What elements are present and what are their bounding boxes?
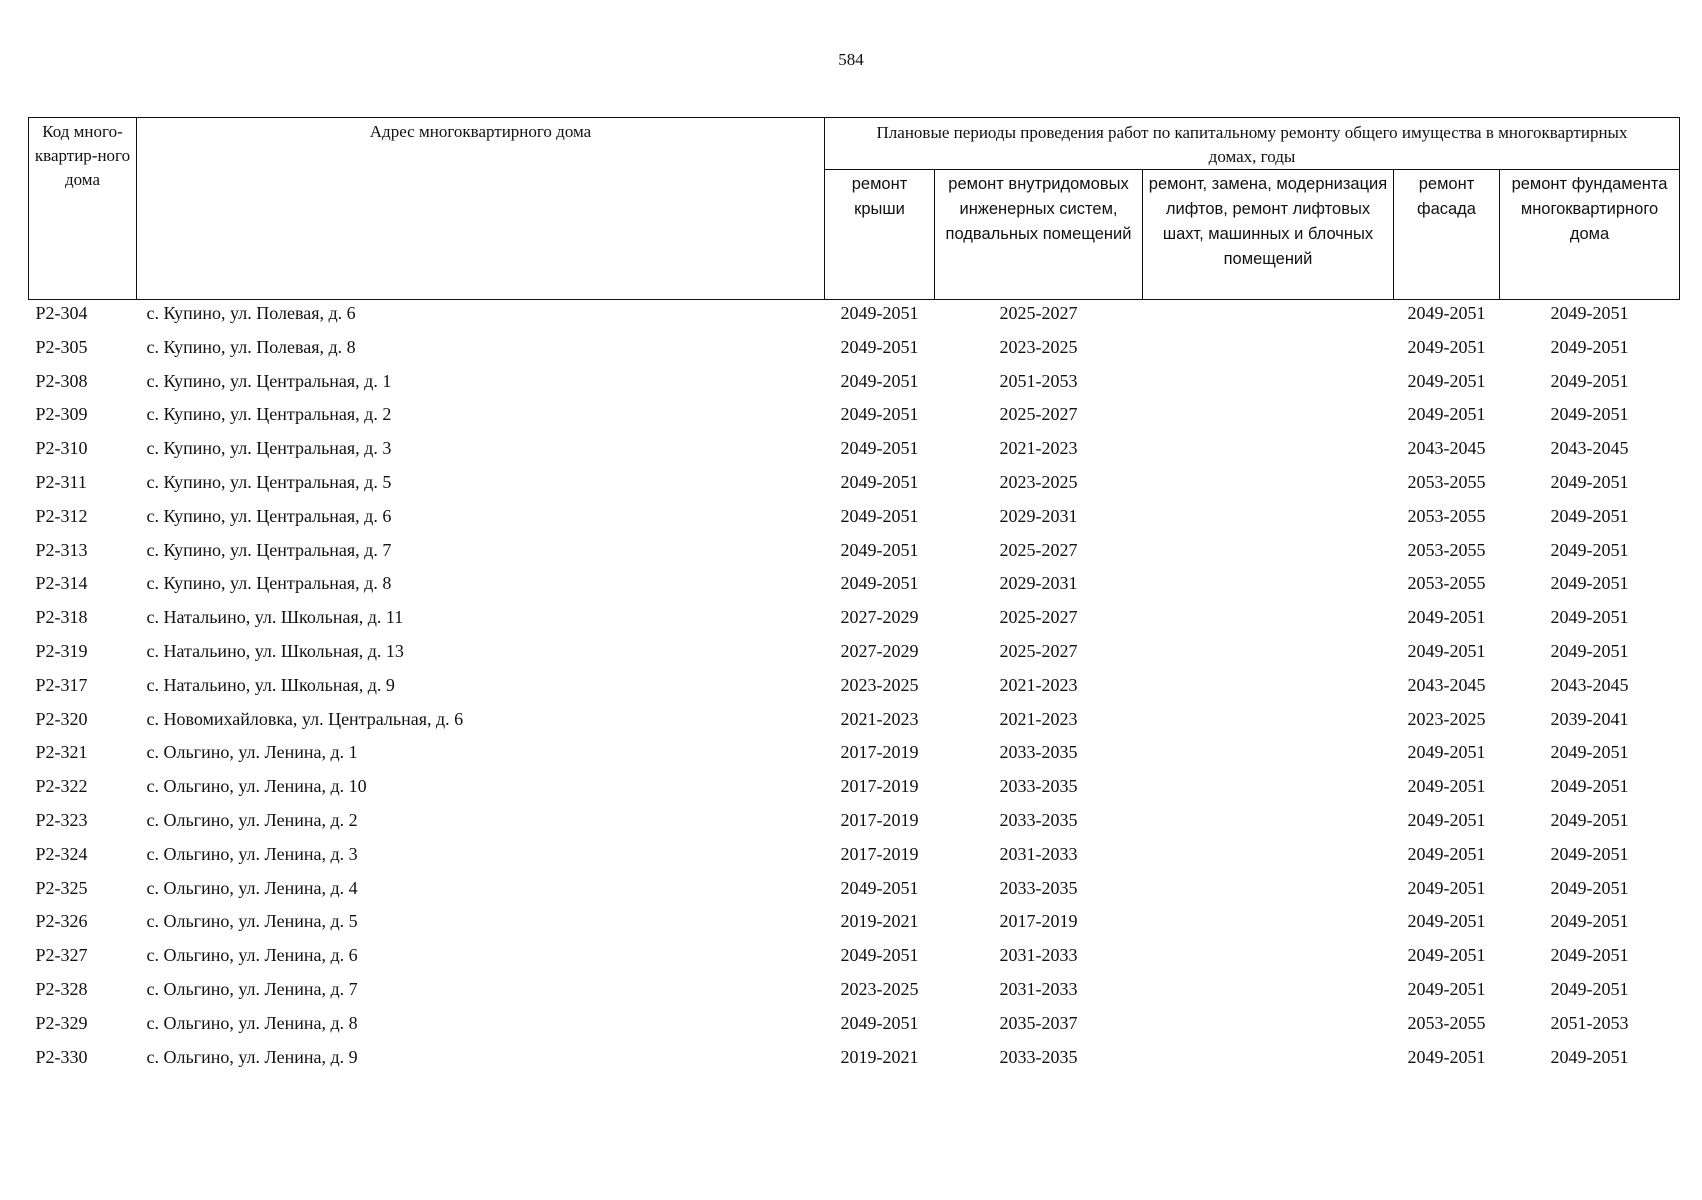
cell-code: Р2-328 [35, 978, 88, 999]
cell-address: с. Купино, ул. Центральная, д. 7 [146, 539, 392, 560]
table-row [29, 775, 1680, 809]
cell-facade: 2053-2055 [1407, 1012, 1486, 1033]
cell-address: с. Новомихайловка, ул. Центральная, д. 6 [146, 708, 464, 729]
table-row [29, 572, 1680, 606]
table-row [29, 708, 1680, 742]
table-row [29, 843, 1680, 877]
cell-facade: 2049-2051 [1407, 978, 1486, 999]
header-roof: ремонт крыши [825, 170, 935, 300]
header-periods: Плановые периоды проведения работ по капитальному ремонту общего имущества в многоквартирных домах, годы [825, 118, 1680, 170]
cell-foundation: 2049-2051 [1550, 370, 1629, 391]
cell-facade: 2053-2055 [1407, 573, 1486, 594]
cell-foundation: 2043-2045 [1550, 674, 1629, 695]
table-header [29, 118, 1680, 300]
cell-roof: 2049-2051 [840, 573, 919, 594]
cell-lifts [1143, 877, 1394, 911]
table-row [29, 300, 1680, 336]
table-row [29, 539, 1680, 573]
cell-facade: 2049-2051 [1407, 776, 1486, 797]
cell-code: Р2-313 [35, 539, 88, 560]
table-row [29, 1046, 1680, 1080]
cell-code: Р2-324 [35, 843, 88, 864]
cell-address: с. Купино, ул. Полевая, д. 6 [146, 303, 356, 323]
cell-lifts [1143, 539, 1394, 573]
cell-facade: 2049-2051 [1407, 303, 1486, 323]
cell-lifts [1143, 775, 1394, 809]
cell-code: Р2-304 [35, 303, 88, 323]
cell-roof: 2017-2019 [840, 809, 919, 830]
cell-systems: 2033-2035 [999, 809, 1078, 830]
cell-roof: 2017-2019 [840, 742, 919, 763]
cell-lifts [1143, 843, 1394, 877]
cell-roof: 2023-2025 [840, 978, 919, 999]
cell-roof: 2019-2021 [840, 911, 919, 932]
cell-foundation: 2043-2045 [1550, 438, 1629, 459]
cell-facade: 2043-2045 [1407, 438, 1486, 459]
cell-code: Р2-329 [35, 1012, 88, 1033]
cell-systems: 2051-2053 [999, 370, 1078, 391]
cell-foundation: 2049-2051 [1550, 843, 1629, 864]
cell-roof: 2017-2019 [840, 776, 919, 797]
cell-roof: 2027-2029 [840, 607, 919, 628]
cell-systems: 2033-2035 [999, 742, 1078, 763]
cell-systems: 2025-2027 [999, 607, 1078, 628]
cell-lifts [1143, 809, 1394, 843]
cell-facade: 2053-2055 [1407, 539, 1486, 560]
table-row [29, 944, 1680, 978]
cell-systems: 2033-2035 [999, 1046, 1078, 1067]
table-row [29, 877, 1680, 911]
cell-foundation: 2049-2051 [1550, 539, 1629, 560]
cell-code: Р2-330 [35, 1046, 88, 1067]
cell-foundation: 2049-2051 [1550, 640, 1629, 661]
cell-systems: 2021-2023 [999, 674, 1078, 695]
cell-roof: 2049-2051 [840, 404, 919, 425]
cell-lifts [1143, 403, 1394, 437]
table-row [29, 437, 1680, 471]
repair-schedule-table [28, 117, 1680, 1079]
cell-systems: 2023-2025 [999, 336, 1078, 357]
cell-lifts [1143, 944, 1394, 978]
cell-lifts [1143, 741, 1394, 775]
page-number: 584 [838, 50, 864, 69]
cell-code: Р2-322 [35, 776, 88, 797]
cell-facade: 2049-2051 [1407, 809, 1486, 830]
cell-code: Р2-325 [35, 877, 88, 898]
cell-lifts [1143, 708, 1394, 742]
cell-lifts [1143, 471, 1394, 505]
cell-roof: 2023-2025 [840, 674, 919, 695]
cell-code: Р2-320 [35, 708, 88, 729]
cell-address: с. Ольгино, ул. Ленина, д. 4 [146, 877, 358, 898]
cell-facade: 2049-2051 [1407, 843, 1486, 864]
table-row [29, 741, 1680, 775]
header-code: Код много-квартир-ного дома [29, 118, 137, 300]
cell-foundation: 2049-2051 [1550, 505, 1629, 526]
cell-address: с. Купино, ул. Центральная, д. 2 [146, 404, 392, 425]
cell-systems: 2033-2035 [999, 776, 1078, 797]
table-row [29, 336, 1680, 370]
table-row [29, 1012, 1680, 1046]
cell-facade: 2049-2051 [1407, 640, 1486, 661]
cell-foundation: 2049-2051 [1550, 573, 1629, 594]
header-row-1 [29, 118, 1680, 170]
cell-systems: 2025-2027 [999, 404, 1078, 425]
table-row [29, 910, 1680, 944]
cell-address: с. Купино, ул. Полевая, д. 8 [146, 336, 356, 357]
cell-lifts [1143, 505, 1394, 539]
cell-lifts [1143, 572, 1394, 606]
cell-roof: 2049-2051 [840, 370, 919, 391]
cell-code: Р2-305 [35, 336, 88, 357]
cell-facade: 2049-2051 [1407, 911, 1486, 932]
cell-code: Р2-327 [35, 945, 88, 966]
cell-address: с. Ольгино, ул. Ленина, д. 6 [146, 945, 358, 966]
cell-roof: 2049-2051 [840, 877, 919, 898]
cell-foundation: 2049-2051 [1550, 336, 1629, 357]
cell-address: с. Ольгино, ул. Ленина, д. 9 [146, 1046, 358, 1067]
cell-lifts [1143, 674, 1394, 708]
cell-code: Р2-321 [35, 742, 88, 763]
cell-roof: 2017-2019 [840, 843, 919, 864]
table-row [29, 370, 1680, 404]
cell-systems: 2031-2033 [999, 843, 1078, 864]
cell-address: с. Купино, ул. Центральная, д. 6 [146, 505, 392, 526]
cell-code: Р2-323 [35, 809, 88, 830]
cell-roof: 2049-2051 [840, 539, 919, 560]
cell-foundation: 2049-2051 [1550, 404, 1629, 425]
cell-code: Р2-317 [35, 674, 88, 695]
cell-lifts [1143, 1012, 1394, 1046]
cell-address: с. Купино, ул. Центральная, д. 1 [146, 370, 392, 391]
cell-foundation: 2049-2051 [1550, 471, 1629, 492]
cell-lifts [1143, 910, 1394, 944]
cell-lifts [1143, 640, 1394, 674]
cell-facade: 2049-2051 [1407, 945, 1486, 966]
cell-foundation: 2049-2051 [1550, 607, 1629, 628]
cell-address: с. Ольгино, ул. Ленина, д. 10 [146, 776, 367, 797]
cell-facade: 2049-2051 [1407, 336, 1486, 357]
cell-lifts [1143, 606, 1394, 640]
table-row [29, 674, 1680, 708]
cell-address: с. Ольгино, ул. Ленина, д. 3 [146, 843, 358, 864]
cell-systems: 2025-2027 [999, 539, 1078, 560]
cell-address: с. Ольгино, ул. Ленина, д. 2 [146, 809, 358, 830]
cell-roof: 2021-2023 [840, 708, 919, 729]
table-row [29, 640, 1680, 674]
cell-roof: 2027-2029 [840, 640, 919, 661]
cell-systems: 2033-2035 [999, 877, 1078, 898]
header-lifts: ремонт, замена, модернизация лифтов, ремонт лифтовых шахт, машинных и блочных помещений [1143, 170, 1394, 300]
cell-address: с. Натальино, ул. Школьная, д. 13 [146, 640, 404, 661]
table-row [29, 809, 1680, 843]
table-body [29, 300, 1680, 1080]
cell-facade: 2053-2055 [1407, 471, 1486, 492]
cell-systems: 2025-2027 [999, 640, 1078, 661]
cell-lifts [1143, 370, 1394, 404]
cell-systems: 2031-2033 [999, 978, 1078, 999]
table-row [29, 403, 1680, 437]
cell-foundation: 2039-2041 [1550, 708, 1629, 729]
cell-lifts [1143, 336, 1394, 370]
cell-foundation: 2049-2051 [1550, 911, 1629, 932]
cell-facade: 2053-2055 [1407, 505, 1486, 526]
cell-systems: 2025-2027 [999, 303, 1078, 323]
cell-foundation: 2049-2051 [1550, 978, 1629, 999]
table-row [29, 606, 1680, 640]
cell-address: с. Ольгино, ул. Ленина, д. 8 [146, 1012, 358, 1033]
cell-facade: 2049-2051 [1407, 1046, 1486, 1067]
table-row [29, 978, 1680, 1012]
cell-systems: 2031-2033 [999, 945, 1078, 966]
cell-address: с. Купино, ул. Центральная, д. 8 [146, 573, 392, 594]
cell-foundation: 2049-2051 [1550, 776, 1629, 797]
cell-roof: 2049-2051 [840, 1012, 919, 1033]
cell-foundation: 2049-2051 [1550, 1046, 1629, 1067]
cell-address: с. Ольгино, ул. Ленина, д. 7 [146, 978, 358, 999]
cell-lifts [1143, 978, 1394, 1012]
cell-foundation: 2049-2051 [1550, 945, 1629, 966]
cell-code: Р2-309 [35, 404, 88, 425]
header-foundation: ремонт фундамента многоквартирного дома [1500, 170, 1680, 300]
cell-roof: 2049-2051 [840, 336, 919, 357]
table-row [29, 471, 1680, 505]
cell-foundation: 2049-2051 [1550, 742, 1629, 763]
cell-code: Р2-311 [35, 471, 87, 492]
cell-foundation: 2049-2051 [1550, 809, 1629, 830]
cell-systems: 2029-2031 [999, 573, 1078, 594]
cell-foundation: 2049-2051 [1550, 303, 1629, 323]
cell-roof: 2019-2021 [840, 1046, 919, 1067]
cell-code: Р2-312 [35, 505, 88, 526]
cell-facade: 2049-2051 [1407, 404, 1486, 425]
cell-facade: 2049-2051 [1407, 370, 1486, 391]
cell-systems: 2035-2037 [999, 1012, 1078, 1033]
cell-address: с. Натальино, ул. Школьная, д. 9 [146, 674, 395, 695]
cell-systems: 2023-2025 [999, 471, 1078, 492]
cell-address: с. Натальино, ул. Школьная, д. 11 [146, 607, 404, 628]
cell-lifts [1143, 300, 1394, 336]
cell-foundation: 2049-2051 [1550, 877, 1629, 898]
cell-roof: 2049-2051 [840, 505, 919, 526]
cell-roof: 2049-2051 [840, 303, 919, 323]
cell-facade: 2049-2051 [1407, 742, 1486, 763]
cell-address: с. Ольгино, ул. Ленина, д. 5 [146, 911, 358, 932]
cell-systems: 2021-2023 [999, 438, 1078, 459]
table-row [29, 505, 1680, 539]
header-facade: ремонт фасада [1394, 170, 1500, 300]
cell-systems: 2021-2023 [999, 708, 1078, 729]
cell-foundation: 2051-2053 [1550, 1012, 1629, 1033]
cell-address: с. Купино, ул. Центральная, д. 3 [146, 438, 392, 459]
cell-code: Р2-318 [35, 607, 88, 628]
cell-code: Р2-326 [35, 911, 88, 932]
cell-facade: 2049-2051 [1407, 877, 1486, 898]
cell-lifts [1143, 1046, 1394, 1080]
header-systems: ремонт внутридомовых инженерных систем, подвальных помещений [935, 170, 1143, 300]
header-address: Адрес многоквартирного дома [137, 118, 825, 300]
cell-code: Р2-308 [35, 370, 88, 391]
cell-code: Р2-319 [35, 640, 88, 661]
cell-facade: 2049-2051 [1407, 607, 1486, 628]
cell-code: Р2-314 [35, 573, 88, 594]
cell-roof: 2049-2051 [840, 438, 919, 459]
cell-roof: 2049-2051 [840, 471, 919, 492]
cell-code: Р2-310 [35, 438, 88, 459]
cell-systems: 2017-2019 [999, 911, 1078, 932]
cell-roof: 2049-2051 [840, 945, 919, 966]
cell-systems: 2029-2031 [999, 505, 1078, 526]
cell-address: с. Ольгино, ул. Ленина, д. 1 [146, 742, 358, 763]
cell-lifts [1143, 437, 1394, 471]
cell-facade: 2023-2025 [1407, 708, 1486, 729]
cell-address: с. Купино, ул. Центральная, д. 5 [146, 471, 392, 492]
cell-facade: 2043-2045 [1407, 674, 1486, 695]
